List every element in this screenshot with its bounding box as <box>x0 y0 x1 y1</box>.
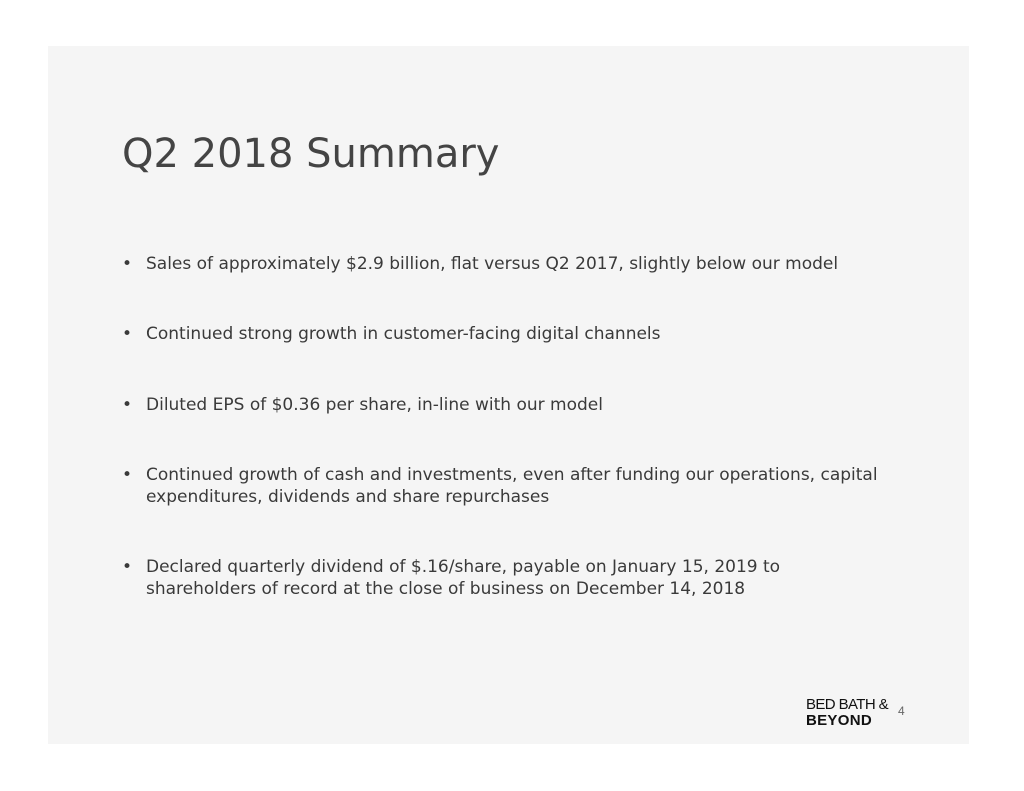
bullet-text: Continued growth of cash and investments, even after funding our operations, capital expenditures, dividends and share repurchases <box>146 465 878 507</box>
page-number: 4 <box>898 704 905 718</box>
logo-text-line1: BED BATH & <box>806 696 889 713</box>
bullet-marker: • <box>122 465 133 485</box>
bullet-text: Continued strong growth in customer-facing digital channels <box>146 324 661 344</box>
bullet-text: Diluted EPS of $0.36 per share, in-line with our model <box>146 395 603 415</box>
bullet-text: Sales of approximately $2.9 billion, flat versus Q2 2017, slightly below our model <box>146 254 839 274</box>
bullet-text: Declared quarterly dividend of $.16/share, payable on January 15, 2019 to shareholders of record at the close of business on December 14, 2018 <box>146 557 781 599</box>
slide-title: Q2 2018 Summary <box>122 131 500 177</box>
bullet-item <box>122 464 882 508</box>
bullet-item <box>122 394 882 416</box>
bullet-item <box>122 253 882 275</box>
bullet-item <box>122 556 882 600</box>
bullet-marker: • <box>122 395 133 415</box>
company-logo <box>806 697 894 733</box>
bullet-marker: • <box>122 254 133 274</box>
bullet-marker: • <box>122 324 133 344</box>
bullet-marker: • <box>122 557 133 577</box>
logo-text-line2: BEYOND <box>806 712 872 729</box>
bullet-item <box>122 323 882 345</box>
